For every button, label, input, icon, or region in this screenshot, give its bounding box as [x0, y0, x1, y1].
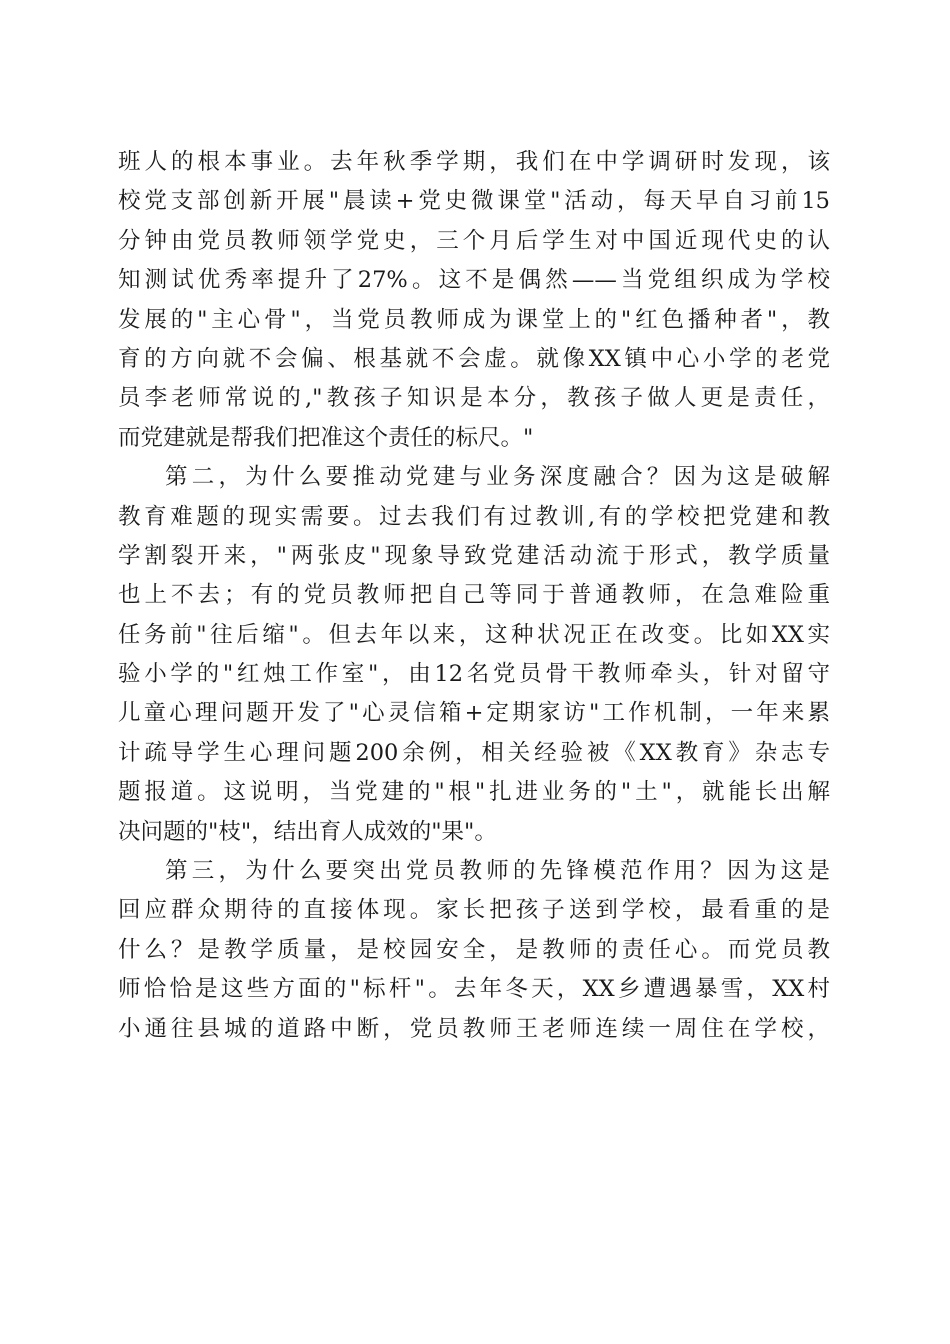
- text-line: 任务前"往后缩"。但去年以来，这种状况正在改变。比如XX实: [118, 621, 830, 648]
- text-line: 学割裂开来，"两张皮"现象导致党建活动流于形式，教学质量: [118, 542, 830, 569]
- text-line: 分钟由党员教师领学党史，三个月后学生对中国近现代史的认: [118, 227, 830, 254]
- text-line: 什么？是教学质量，是校园安全，是教师的责任心。而党员教: [118, 936, 830, 963]
- text-line: 第三，为什么要突出党员教师的先锋模范作用？因为这是: [165, 858, 830, 885]
- text-line: 计疏导学生心理问题200余例，相关经验被《XX教育》杂志专: [118, 739, 830, 766]
- text-line: 师恰恰是这些方面的"标杆"。去年冬天，XX乡遭遇暴雪，XX村: [118, 976, 830, 1003]
- paragraph-1: [118, 143, 830, 458]
- document-body: [118, 143, 830, 1049]
- text-line: 班人的根本事业。去年秋季学期，我们在中学调研时发现，该: [118, 149, 830, 175]
- text-line: 而党建就是帮我们把准这个责任的标尺。": [118, 424, 534, 451]
- text-line: 回应群众期待的直接体现。家长把孩子送到学校，最看重的是: [118, 897, 830, 924]
- text-line: 知测试优秀率提升了27%。这不是偶然——当党组织成为学校: [118, 267, 830, 294]
- text-line: 也上不去；有的党员教师把自己等同于普通教师，在急难险重: [118, 582, 830, 609]
- text-line: 儿童心理问题开发了"心灵信箱+定期家访"工作机制，一年来累: [118, 700, 830, 727]
- text-line: 小通往县城的道路中断，党员教师王老师连续一周住在学校，: [118, 1015, 830, 1042]
- text-line: 验小学的"红烛工作室"，由12名党员骨干教师牵头，针对留守: [118, 661, 830, 688]
- text-line: 校党支部创新开展"晨读+党史微课堂"活动，每天早自习前15: [118, 188, 830, 215]
- text-line: 育的方向就不会偏、根基就不会虚。就像XX镇中心小学的老党: [118, 345, 830, 372]
- text-line: 教育难题的现实需要。过去我们有过教训,有的学校把党建和教: [118, 503, 830, 530]
- text-line: 题报道。这说明，当党建的"根"扎进业务的"土"，就能长出解: [118, 779, 830, 806]
- text-line: 发展的"主心骨"，当党员教师成为课堂上的"红色播种者"，教: [118, 306, 830, 333]
- paragraph-3: [118, 852, 830, 1049]
- text-line: 决问题的"枝"，结出育人成效的"果"。: [118, 818, 497, 845]
- text-line: 员李老师常说的,"教孩子知识是本分，教孩子做人更是责任，: [118, 385, 830, 412]
- paragraph-2: [118, 458, 830, 852]
- text-line: 第二，为什么要推动党建与业务深度融合？因为这是破解: [165, 464, 830, 491]
